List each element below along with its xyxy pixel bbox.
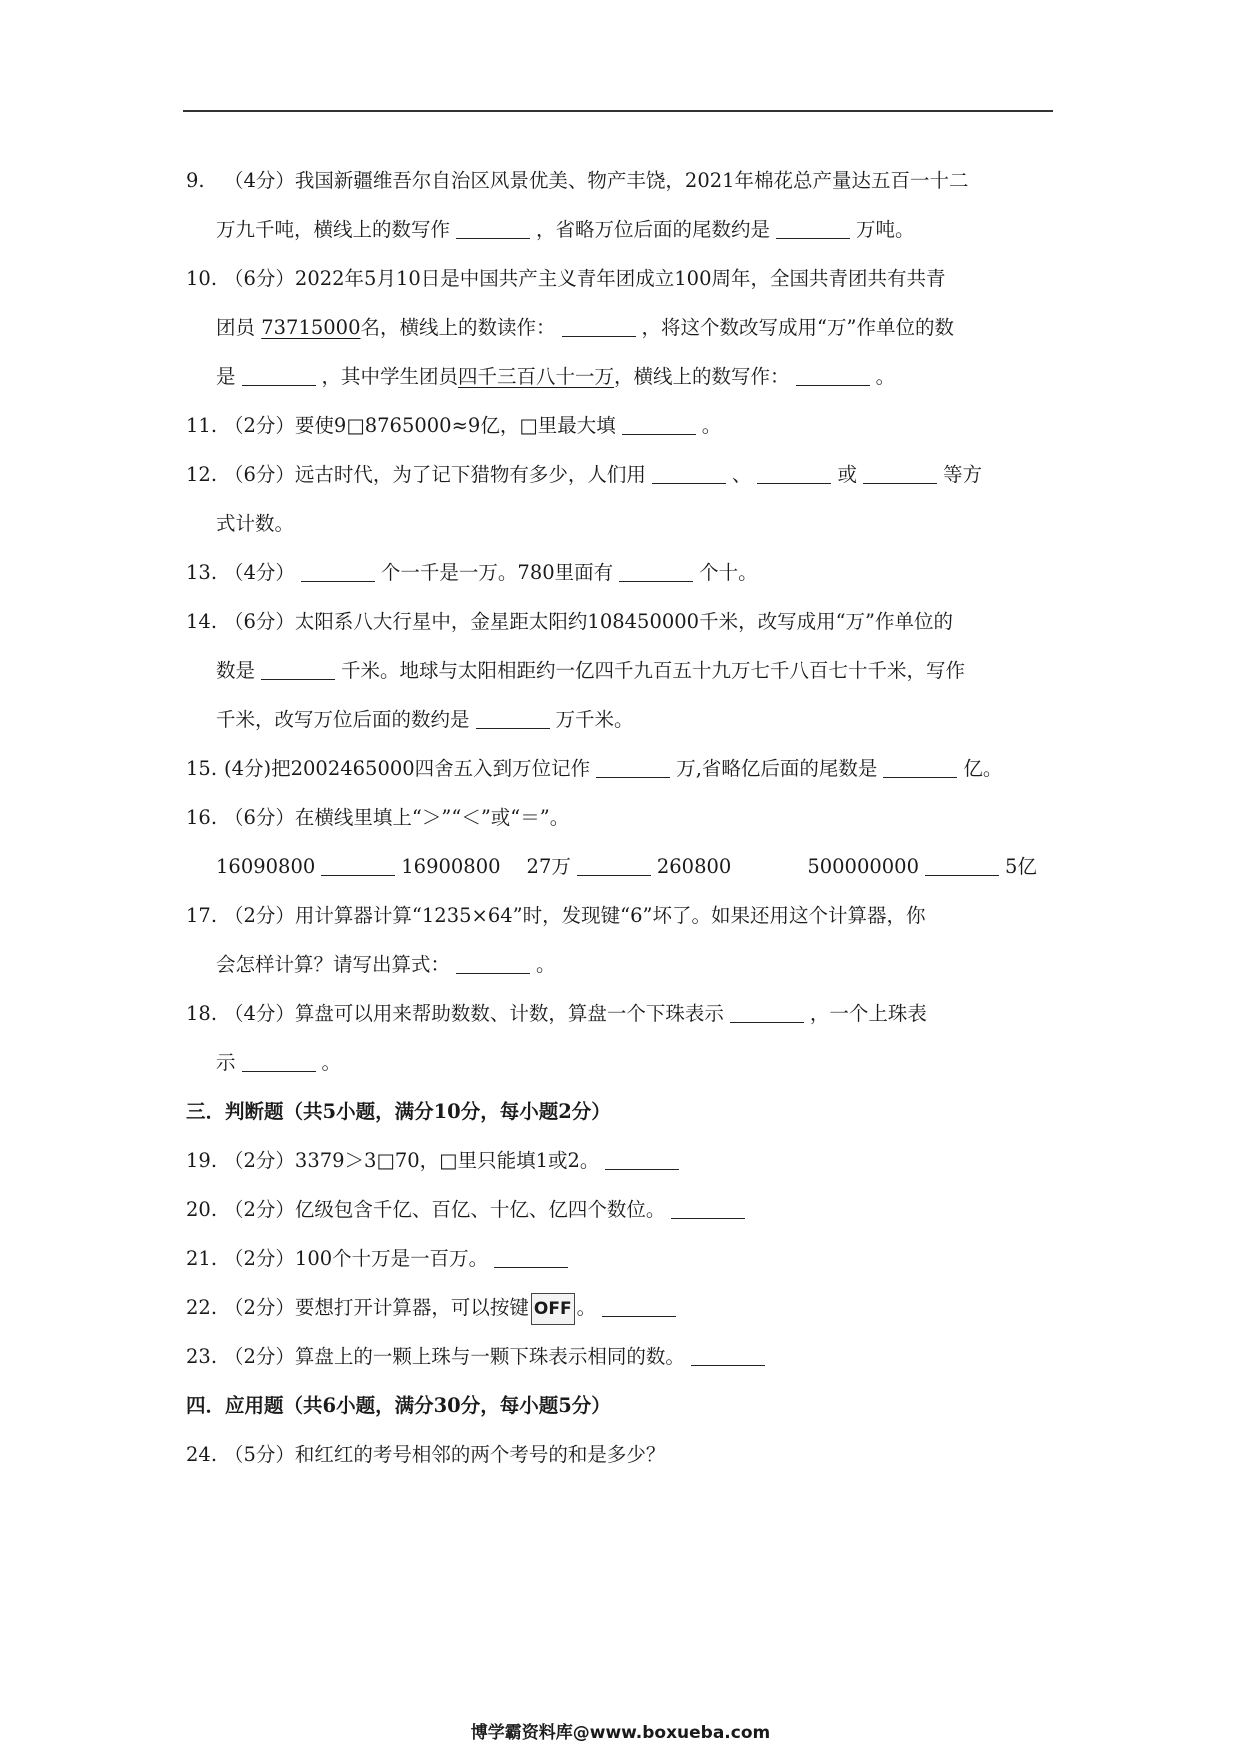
- question-10: 10. （6分）2022年5月10日是中国共产主义青年团成立100周年，全国共青团共有共青 团员 73715000名，横线上的数读作： ，将这个数改写成用“万”作单位的数 是 ，其中学生团员四千三百八十一万，横线上的数写作： 。: [186, 267, 954, 388]
- question-17: 17. （2分）用计算器计算“1235×64”时，发现键“6”坏了。如果还用这个计算器，你 会怎样计算？请写出算式： 。: [186, 904, 926, 976]
- answer-blank[interactable]: [476, 709, 550, 730]
- header-rule: [183, 110, 1053, 112]
- answer-blank[interactable]: [691, 1346, 765, 1367]
- answer-blank[interactable]: [652, 464, 726, 485]
- answer-blank[interactable]: [863, 464, 937, 485]
- answer-blank[interactable]: [925, 856, 999, 877]
- question-16: 16. （6分）在横线里填上“＞”“＜”或“＝”。 16090800 16900800 27万 260800 500000000 5亿: [186, 793, 1058, 891]
- answer-blank[interactable]: [796, 366, 870, 387]
- footer-watermark: 博学霸资料库@www.boxueba.com: [470, 1723, 771, 1743]
- answer-blank[interactable]: [596, 758, 670, 779]
- answer-blank[interactable]: [730, 1003, 804, 1024]
- question-20: 20. （2分）亿级包含千亿、百亿、十亿、亿四个数位。: [186, 1185, 1058, 1234]
- answer-blank[interactable]: [242, 1052, 316, 1073]
- question-13: 13. （4分） 个一千是一万。780里面有 个十。: [186, 561, 758, 584]
- answer-blank[interactable]: [456, 954, 530, 975]
- section-title-application: 四．应用题（共6小题，满分30分，每小题5分）: [186, 1394, 611, 1417]
- question-12: 12. （6分）远古时代，为了记下猎物有多少，人们用 、 或 等方 式计数。: [186, 463, 982, 535]
- question-list: [186, 156, 1058, 1479]
- question-19: 19. （2分）3379＞3□70，□里只能填1或2。: [186, 1136, 1058, 1185]
- answer-blank[interactable]: [776, 219, 850, 240]
- question-22: 22. （2分）要想打开计算器，可以按键 OFF 。: [186, 1283, 1058, 1332]
- answer-blank[interactable]: [757, 464, 831, 485]
- question-14: 14. （6分）太阳系八大行星中，金星距太阳约108450000千米，改写成用“万”作单位的 数是 千米。地球与太阳相距约一亿四千九百五十九万七千八百七十千米，写作 千米，改写万位后面的数约是 万千米。: [186, 610, 966, 731]
- answer-blank[interactable]: [602, 1297, 676, 1318]
- underlined-number: 四千三百八十一万: [458, 365, 615, 388]
- answer-blank[interactable]: [605, 1150, 679, 1171]
- answer-blank[interactable]: [622, 415, 696, 436]
- question-18: 18. （4分）算盘可以用来帮助数数、计数，算盘一个下珠表示 ，一个上珠表 示 。: [186, 1002, 927, 1074]
- question-23: 23. （2分）算盘上的一颗上珠与一颗下珠表示相同的数。: [186, 1332, 1058, 1381]
- answer-blank[interactable]: [671, 1199, 745, 1220]
- question-21: 21. （2分）100个十万是一百万。: [186, 1234, 1058, 1283]
- answer-blank[interactable]: [562, 317, 636, 338]
- question-24: 24. （5分）和红红的考号相邻的两个考号的和是多少？: [186, 1443, 666, 1466]
- question-15: 15. (4分)把2002465000四舍五入到万位记作 万,省略亿后面的尾数是 亿。: [186, 757, 1003, 780]
- comparison-row: 16090800 16900800 27万 260800 500000000 5亿: [216, 855, 1037, 878]
- section-title-judgment: 三．判断题（共5小题，满分10分，每小题2分）: [186, 1100, 611, 1123]
- underlined-number: 73715000: [261, 316, 361, 339]
- answer-blank[interactable]: [261, 660, 335, 681]
- question-9: 9. （4分）我国新疆维吾尔自治区风景优美、物产丰饶，2021年棉花总产量达五百一十二 万九千吨，横线上的数写作 ，省略万位后面的尾数约是 万吨。: [186, 169, 969, 241]
- answer-blank[interactable]: [577, 856, 651, 877]
- answer-blank[interactable]: [301, 562, 375, 583]
- answer-blank[interactable]: [456, 219, 530, 240]
- answer-blank[interactable]: [321, 856, 395, 877]
- off-key-icon: OFF: [531, 1293, 575, 1325]
- question-11: 11. （2分）要使9□8765000≈9亿，□里最大填 。: [186, 414, 722, 437]
- answer-blank[interactable]: [242, 366, 316, 387]
- answer-blank[interactable]: [494, 1248, 568, 1269]
- answer-blank[interactable]: [883, 758, 957, 779]
- answer-blank[interactable]: [619, 562, 693, 583]
